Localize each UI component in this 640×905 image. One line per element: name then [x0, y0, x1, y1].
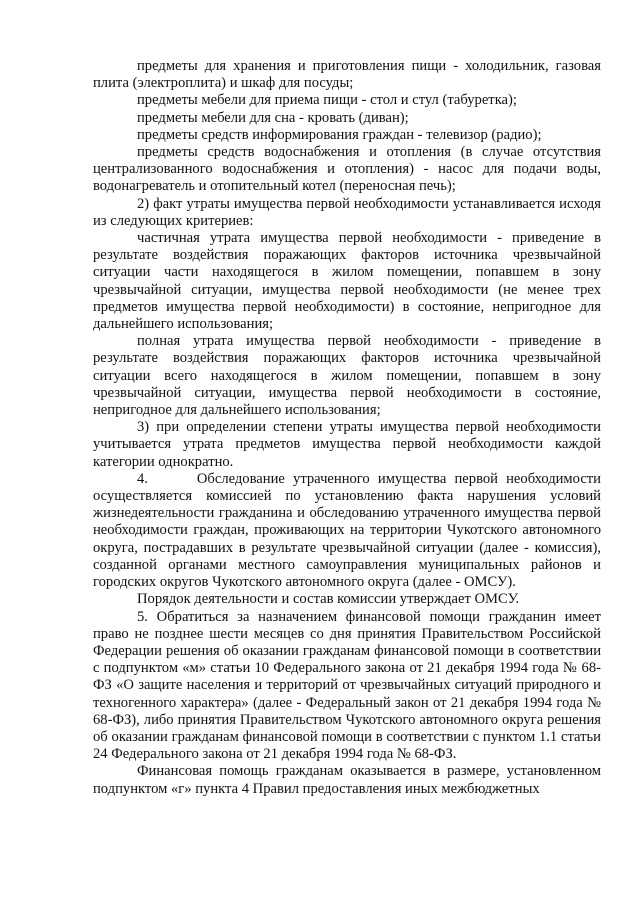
paragraph-dining-furniture: предметы мебели для приема пищи - стол и стул (табуретка); [137, 92, 517, 109]
paragraph-water-heating-items: предметы средств водоснабжения и отопления (в случае отсутствия централизованного водоснабжения и отопления) - насос для подачи воды, водонагреватель и отопительный котел (переносная печь); [93, 144, 601, 195]
paragraph-partial-loss: частичная утрата имущества первой необходимости - приведение в результате воздействия поражающих факторов источника чрезвычайной ситуации части находящегося в жилом помещении, попавшем в зону чрезвычайной ситуации, имущества первой необходимости (не менее трех предметов имущества первой необходимости) в состояние, непригодное для дальнейшего использования; [93, 230, 601, 333]
paragraph-food-storage-items: предметы для хранения и приготовления пищи - холодильник, газовая плита (электроплита) и шкаф для посуды; [93, 58, 601, 92]
paragraph-information-devices: предметы средств информирования граждан - телевизор (радио); [137, 126, 542, 143]
paragraph-section-5-application: 5. Обратиться за назначением финансовой помощи гражданин имеет право не позднее шести месяцев со дня принятия Правительством Российской Федерации решения об оказании гражданам финансовой помощи в соответствии с подпунктом «м» статьи 10 Федерального закона от 21 декабря 1994 года № 68-ФЗ «О защите населения и территорий от чрезвычайных ситуаций природного и техногенного характера» (далее - Федеральный закон от 21 декабря 1994 года № 68-ФЗ), либо принятия Правительством Чукотского автономного округа решения об оказании гражданам финансовой помощи в соответствии с пунктом 1.1 статьи 24 Федерального закона от 21 декабря 1994 года № 68-ФЗ. [93, 608, 601, 763]
paragraph-loss-degree: 3) при определении степени утраты имущества первой необходимости учитывается утрата предметов имущества первой необходимости каждой категории однократно. [93, 419, 601, 470]
paragraph-section-4-inspection: 4. Обследование утраченного имущества первой необходимости осуществляется комиссией по установлению факта нарушения условий жизнедеятельности гражданина и обследованию утраченного имущества первой необходимости граждан, проживающих на территории Чукотского автономного округа, пострадавших в результате чрезвычайной ситуации (далее - комиссия), созданной органами местного самоуправления муниципальных районов и городских округов Чукотского автономного округа (далее - ОМСУ). [93, 470, 605, 591]
paragraph-loss-criteria: 2) факт утраты имущества первой необходимости устанавливается исходя из следующих критериев: [93, 195, 601, 229]
document-page [93, 58, 605, 798]
paragraph-full-loss: полная утрата имущества первой необходимости - приведение в результате воздействия поражающих факторов источника чрезвычайной ситуации всего находящегося в жилом помещении, попавшем в зону чрезвычайной ситуации, имущества первой необходимости в состояние, непригодное для дальнейшего использования; [93, 333, 601, 419]
paragraph-sleeping-furniture: предметы мебели для сна - кровать (диван); [137, 109, 409, 126]
paragraph-assistance-amount: Финансовая помощь гражданам оказывается в размере, установленном подпунктом «г» пункта 4 Правил предоставления иных межбюджетных [93, 763, 601, 797]
paragraph-commission-procedure: Порядок деятельности и состав комиссии утверждает ОМСУ. [137, 591, 520, 608]
